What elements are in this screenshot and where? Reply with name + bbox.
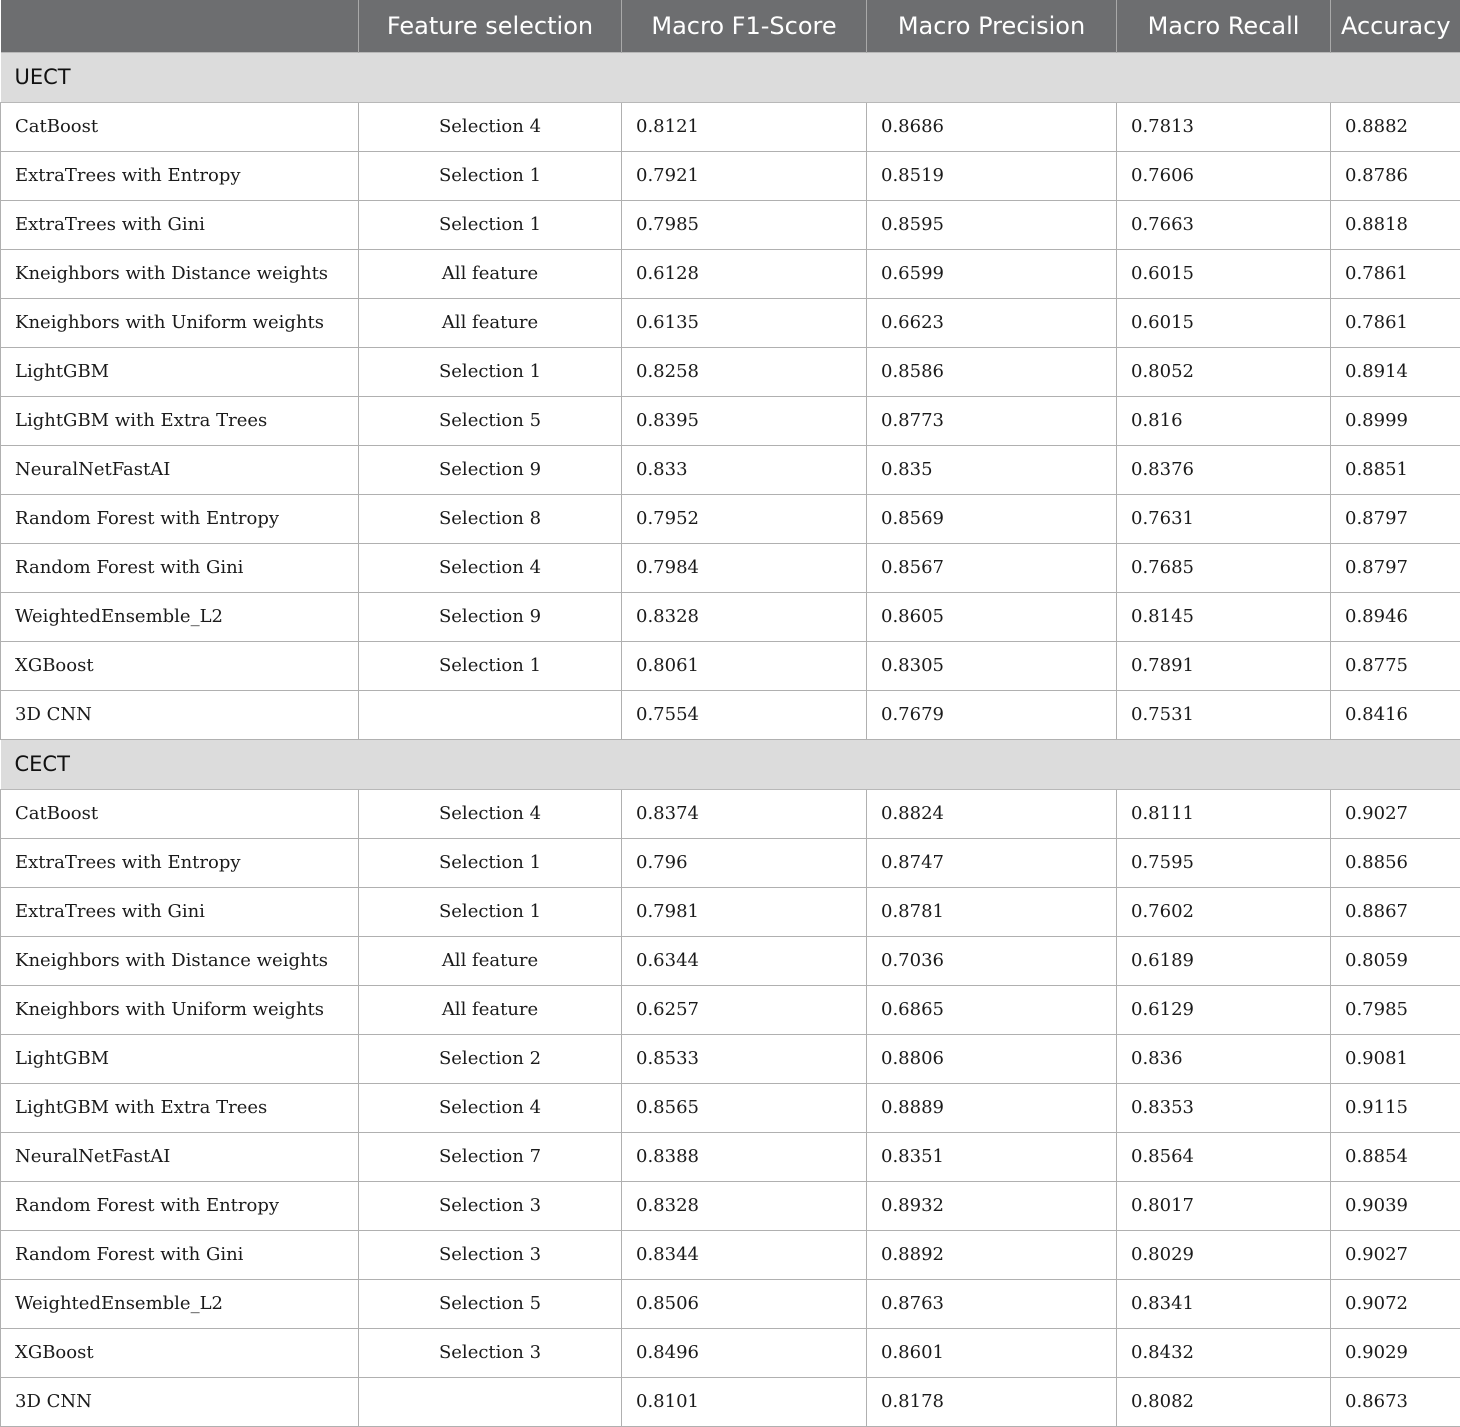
cell-macro-precision: 0.8806 xyxy=(867,1034,1117,1083)
cell-macro-precision: 0.8595 xyxy=(867,200,1117,249)
cell-feature-selection: Selection 3 xyxy=(359,1328,622,1377)
cell-macro-f1: 0.8061 xyxy=(622,641,867,690)
cell-feature-selection: Selection 7 xyxy=(359,1132,622,1181)
cell-model: LightGBM xyxy=(1,347,359,396)
cell-feature-selection: Selection 4 xyxy=(359,543,622,592)
cell-macro-precision: 0.8569 xyxy=(867,494,1117,543)
cell-feature-selection: Selection 3 xyxy=(359,1181,622,1230)
cell-macro-recall: 0.8341 xyxy=(1117,1279,1331,1328)
table-row xyxy=(1,936,1460,985)
table-row xyxy=(1,1181,1460,1230)
table-row xyxy=(1,298,1460,347)
cell-model: ExtraTrees with Entropy xyxy=(1,151,359,200)
cell-macro-precision: 0.8351 xyxy=(867,1132,1117,1181)
table-row xyxy=(1,690,1460,739)
cell-macro-recall: 0.8111 xyxy=(1117,789,1331,838)
header-macro-recall: Macro Recall xyxy=(1117,0,1331,52)
header-row xyxy=(1,0,1460,52)
cell-accuracy: 0.8882 xyxy=(1331,102,1460,151)
cell-feature-selection xyxy=(359,690,622,739)
cell-macro-precision: 0.8892 xyxy=(867,1230,1117,1279)
cell-macro-f1: 0.6128 xyxy=(622,249,867,298)
table-body xyxy=(1,52,1460,1426)
cell-model: WeightedEnsemble_L2 xyxy=(1,592,359,641)
header-accuracy: Accuracy xyxy=(1331,0,1460,52)
cell-accuracy: 0.8856 xyxy=(1331,838,1460,887)
cell-macro-f1: 0.833 xyxy=(622,445,867,494)
cell-macro-f1: 0.7984 xyxy=(622,543,867,592)
cell-model: LightGBM xyxy=(1,1034,359,1083)
table-row xyxy=(1,1083,1460,1132)
cell-macro-recall: 0.6189 xyxy=(1117,936,1331,985)
cell-macro-precision: 0.6599 xyxy=(867,249,1117,298)
cell-accuracy: 0.9072 xyxy=(1331,1279,1460,1328)
cell-accuracy: 0.8786 xyxy=(1331,151,1460,200)
cell-macro-recall: 0.7813 xyxy=(1117,102,1331,151)
table-row xyxy=(1,592,1460,641)
cell-accuracy: 0.9029 xyxy=(1331,1328,1460,1377)
cell-accuracy: 0.8059 xyxy=(1331,936,1460,985)
cell-accuracy: 0.7861 xyxy=(1331,298,1460,347)
table-row xyxy=(1,347,1460,396)
cell-macro-f1: 0.8374 xyxy=(622,789,867,838)
cell-accuracy: 0.9081 xyxy=(1331,1034,1460,1083)
cell-model: LightGBM with Extra Trees xyxy=(1,1083,359,1132)
cell-macro-f1: 0.8506 xyxy=(622,1279,867,1328)
cell-macro-precision: 0.8763 xyxy=(867,1279,1117,1328)
table-row xyxy=(1,1279,1460,1328)
cell-macro-precision: 0.8519 xyxy=(867,151,1117,200)
cell-model: XGBoost xyxy=(1,641,359,690)
cell-macro-recall: 0.7891 xyxy=(1117,641,1331,690)
cell-feature-selection: Selection 3 xyxy=(359,1230,622,1279)
table-row xyxy=(1,1132,1460,1181)
header-feature-selection: Feature selection xyxy=(359,0,622,52)
table-row xyxy=(1,789,1460,838)
cell-feature-selection: Selection 1 xyxy=(359,200,622,249)
cell-macro-f1: 0.8101 xyxy=(622,1377,867,1426)
cell-accuracy: 0.8416 xyxy=(1331,690,1460,739)
cell-macro-precision: 0.8781 xyxy=(867,887,1117,936)
cell-accuracy: 0.8854 xyxy=(1331,1132,1460,1181)
cell-macro-precision: 0.8586 xyxy=(867,347,1117,396)
cell-feature-selection: Selection 5 xyxy=(359,396,622,445)
table-row xyxy=(1,1328,1460,1377)
cell-macro-f1: 0.6344 xyxy=(622,936,867,985)
cell-accuracy: 0.8914 xyxy=(1331,347,1460,396)
table-row xyxy=(1,396,1460,445)
cell-macro-f1: 0.8344 xyxy=(622,1230,867,1279)
cell-macro-f1: 0.6257 xyxy=(622,985,867,1034)
cell-macro-precision: 0.7679 xyxy=(867,690,1117,739)
cell-macro-recall: 0.8376 xyxy=(1117,445,1331,494)
cell-macro-f1: 0.8121 xyxy=(622,102,867,151)
table-row xyxy=(1,249,1460,298)
cell-accuracy: 0.8797 xyxy=(1331,543,1460,592)
cell-macro-recall: 0.7602 xyxy=(1117,887,1331,936)
cell-macro-f1: 0.796 xyxy=(622,838,867,887)
cell-accuracy: 0.7985 xyxy=(1331,985,1460,1034)
cell-macro-precision: 0.8747 xyxy=(867,838,1117,887)
cell-macro-recall: 0.816 xyxy=(1117,396,1331,445)
header-macro-f1: Macro F1-Score xyxy=(622,0,867,52)
cell-macro-precision: 0.6623 xyxy=(867,298,1117,347)
cell-macro-f1: 0.8565 xyxy=(622,1083,867,1132)
cell-macro-precision: 0.8605 xyxy=(867,592,1117,641)
cell-macro-f1: 0.8328 xyxy=(622,1181,867,1230)
cell-accuracy: 0.8775 xyxy=(1331,641,1460,690)
cell-feature-selection: All feature xyxy=(359,936,622,985)
cell-macro-f1: 0.8388 xyxy=(622,1132,867,1181)
cell-model: Random Forest with Entropy xyxy=(1,1181,359,1230)
cell-macro-recall: 0.8082 xyxy=(1117,1377,1331,1426)
cell-macro-recall: 0.8017 xyxy=(1117,1181,1331,1230)
cell-feature-selection: Selection 5 xyxy=(359,1279,622,1328)
table-row xyxy=(1,151,1460,200)
cell-macro-precision: 0.8178 xyxy=(867,1377,1117,1426)
cell-macro-recall: 0.8564 xyxy=(1117,1132,1331,1181)
cell-macro-recall: 0.8145 xyxy=(1117,592,1331,641)
cell-macro-f1: 0.8328 xyxy=(622,592,867,641)
cell-feature-selection: Selection 1 xyxy=(359,641,622,690)
cell-model: WeightedEnsemble_L2 xyxy=(1,1279,359,1328)
cell-feature-selection: Selection 1 xyxy=(359,838,622,887)
cell-accuracy: 0.8673 xyxy=(1331,1377,1460,1426)
cell-feature-selection: Selection 9 xyxy=(359,592,622,641)
cell-macro-precision: 0.8824 xyxy=(867,789,1117,838)
section-header-cect xyxy=(1,739,1460,789)
cell-feature-selection: Selection 4 xyxy=(359,789,622,838)
cell-model: Kneighbors with Distance weights xyxy=(1,936,359,985)
cell-feature-selection: Selection 8 xyxy=(359,494,622,543)
cell-macro-precision: 0.7036 xyxy=(867,936,1117,985)
cell-macro-f1: 0.8258 xyxy=(622,347,867,396)
cell-macro-f1: 0.7981 xyxy=(622,887,867,936)
cell-accuracy: 0.8999 xyxy=(1331,396,1460,445)
cell-model: 3D CNN xyxy=(1,1377,359,1426)
cell-macro-recall: 0.6129 xyxy=(1117,985,1331,1034)
cell-accuracy: 0.8867 xyxy=(1331,887,1460,936)
cell-macro-precision: 0.8889 xyxy=(867,1083,1117,1132)
cell-model: NeuralNetFastAI xyxy=(1,1132,359,1181)
cell-macro-f1: 0.7921 xyxy=(622,151,867,200)
cell-accuracy: 0.8797 xyxy=(1331,494,1460,543)
cell-macro-f1: 0.8533 xyxy=(622,1034,867,1083)
cell-macro-f1: 0.8395 xyxy=(622,396,867,445)
table-row xyxy=(1,985,1460,1034)
table-row xyxy=(1,1034,1460,1083)
header-macro-precision: Macro Precision xyxy=(867,0,1117,52)
cell-macro-recall: 0.7606 xyxy=(1117,151,1331,200)
cell-model: Kneighbors with Distance weights xyxy=(1,249,359,298)
cell-macro-precision: 0.835 xyxy=(867,445,1117,494)
cell-macro-f1: 0.7985 xyxy=(622,200,867,249)
cell-accuracy: 0.7861 xyxy=(1331,249,1460,298)
header-model xyxy=(1,0,359,52)
cell-macro-precision: 0.8773 xyxy=(867,396,1117,445)
cell-macro-f1: 0.8496 xyxy=(622,1328,867,1377)
cell-model: ExtraTrees with Gini xyxy=(1,887,359,936)
cell-macro-f1: 0.7554 xyxy=(622,690,867,739)
cell-model: ExtraTrees with Gini xyxy=(1,200,359,249)
cell-feature-selection: All feature xyxy=(359,985,622,1034)
cell-macro-recall: 0.8052 xyxy=(1117,347,1331,396)
table-row xyxy=(1,1230,1460,1279)
cell-macro-recall: 0.6015 xyxy=(1117,249,1331,298)
cell-feature-selection: Selection 1 xyxy=(359,151,622,200)
table-row xyxy=(1,1377,1460,1426)
cell-model: ExtraTrees with Entropy xyxy=(1,838,359,887)
cell-model: LightGBM with Extra Trees xyxy=(1,396,359,445)
cell-macro-precision: 0.8686 xyxy=(867,102,1117,151)
cell-feature-selection: Selection 4 xyxy=(359,1083,622,1132)
cell-accuracy: 0.9027 xyxy=(1331,789,1460,838)
cell-macro-recall: 0.7631 xyxy=(1117,494,1331,543)
table-header xyxy=(1,0,1460,52)
table-row xyxy=(1,543,1460,592)
cell-macro-recall: 0.8029 xyxy=(1117,1230,1331,1279)
cell-feature-selection: All feature xyxy=(359,298,622,347)
cell-feature-selection: All feature xyxy=(359,249,622,298)
section-label: UECT xyxy=(1,52,1460,102)
cell-accuracy: 0.9115 xyxy=(1331,1083,1460,1132)
cell-accuracy: 0.8851 xyxy=(1331,445,1460,494)
cell-macro-recall: 0.8353 xyxy=(1117,1083,1331,1132)
cell-macro-recall: 0.7685 xyxy=(1117,543,1331,592)
cell-macro-precision: 0.8305 xyxy=(867,641,1117,690)
cell-macro-precision: 0.8601 xyxy=(867,1328,1117,1377)
table-row xyxy=(1,102,1460,151)
cell-model: 3D CNN xyxy=(1,690,359,739)
cell-macro-f1: 0.7952 xyxy=(622,494,867,543)
cell-feature-selection xyxy=(359,1377,622,1426)
cell-macro-precision: 0.8932 xyxy=(867,1181,1117,1230)
cell-feature-selection: Selection 1 xyxy=(359,347,622,396)
cell-macro-recall: 0.8432 xyxy=(1117,1328,1331,1377)
cell-model: Kneighbors with Uniform weights xyxy=(1,985,359,1034)
cell-macro-precision: 0.6865 xyxy=(867,985,1117,1034)
cell-feature-selection: Selection 1 xyxy=(359,887,622,936)
table-row xyxy=(1,887,1460,936)
cell-macro-recall: 0.7531 xyxy=(1117,690,1331,739)
cell-accuracy: 0.9027 xyxy=(1331,1230,1460,1279)
cell-model: Random Forest with Entropy xyxy=(1,494,359,543)
cell-accuracy: 0.8946 xyxy=(1331,592,1460,641)
table-row xyxy=(1,838,1460,887)
table-row xyxy=(1,641,1460,690)
cell-macro-recall: 0.7663 xyxy=(1117,200,1331,249)
cell-model: Random Forest with Gini xyxy=(1,543,359,592)
cell-model: XGBoost xyxy=(1,1328,359,1377)
section-label: CECT xyxy=(1,739,1460,789)
cell-feature-selection: Selection 2 xyxy=(359,1034,622,1083)
cell-model: Kneighbors with Uniform weights xyxy=(1,298,359,347)
cell-macro-f1: 0.6135 xyxy=(622,298,867,347)
cell-model: NeuralNetFastAI xyxy=(1,445,359,494)
cell-accuracy: 0.9039 xyxy=(1331,1181,1460,1230)
cell-feature-selection: Selection 9 xyxy=(359,445,622,494)
cell-model: Random Forest with Gini xyxy=(1,1230,359,1279)
cell-feature-selection: Selection 4 xyxy=(359,102,622,151)
table-row xyxy=(1,445,1460,494)
cell-macro-recall: 0.7595 xyxy=(1117,838,1331,887)
cell-model: CatBoost xyxy=(1,789,359,838)
cell-macro-precision: 0.8567 xyxy=(867,543,1117,592)
section-header-uect xyxy=(1,52,1460,102)
cell-accuracy: 0.8818 xyxy=(1331,200,1460,249)
cell-macro-recall: 0.836 xyxy=(1117,1034,1331,1083)
table-row xyxy=(1,200,1460,249)
cell-macro-recall: 0.6015 xyxy=(1117,298,1331,347)
table-row xyxy=(1,494,1460,543)
cell-model: CatBoost xyxy=(1,102,359,151)
